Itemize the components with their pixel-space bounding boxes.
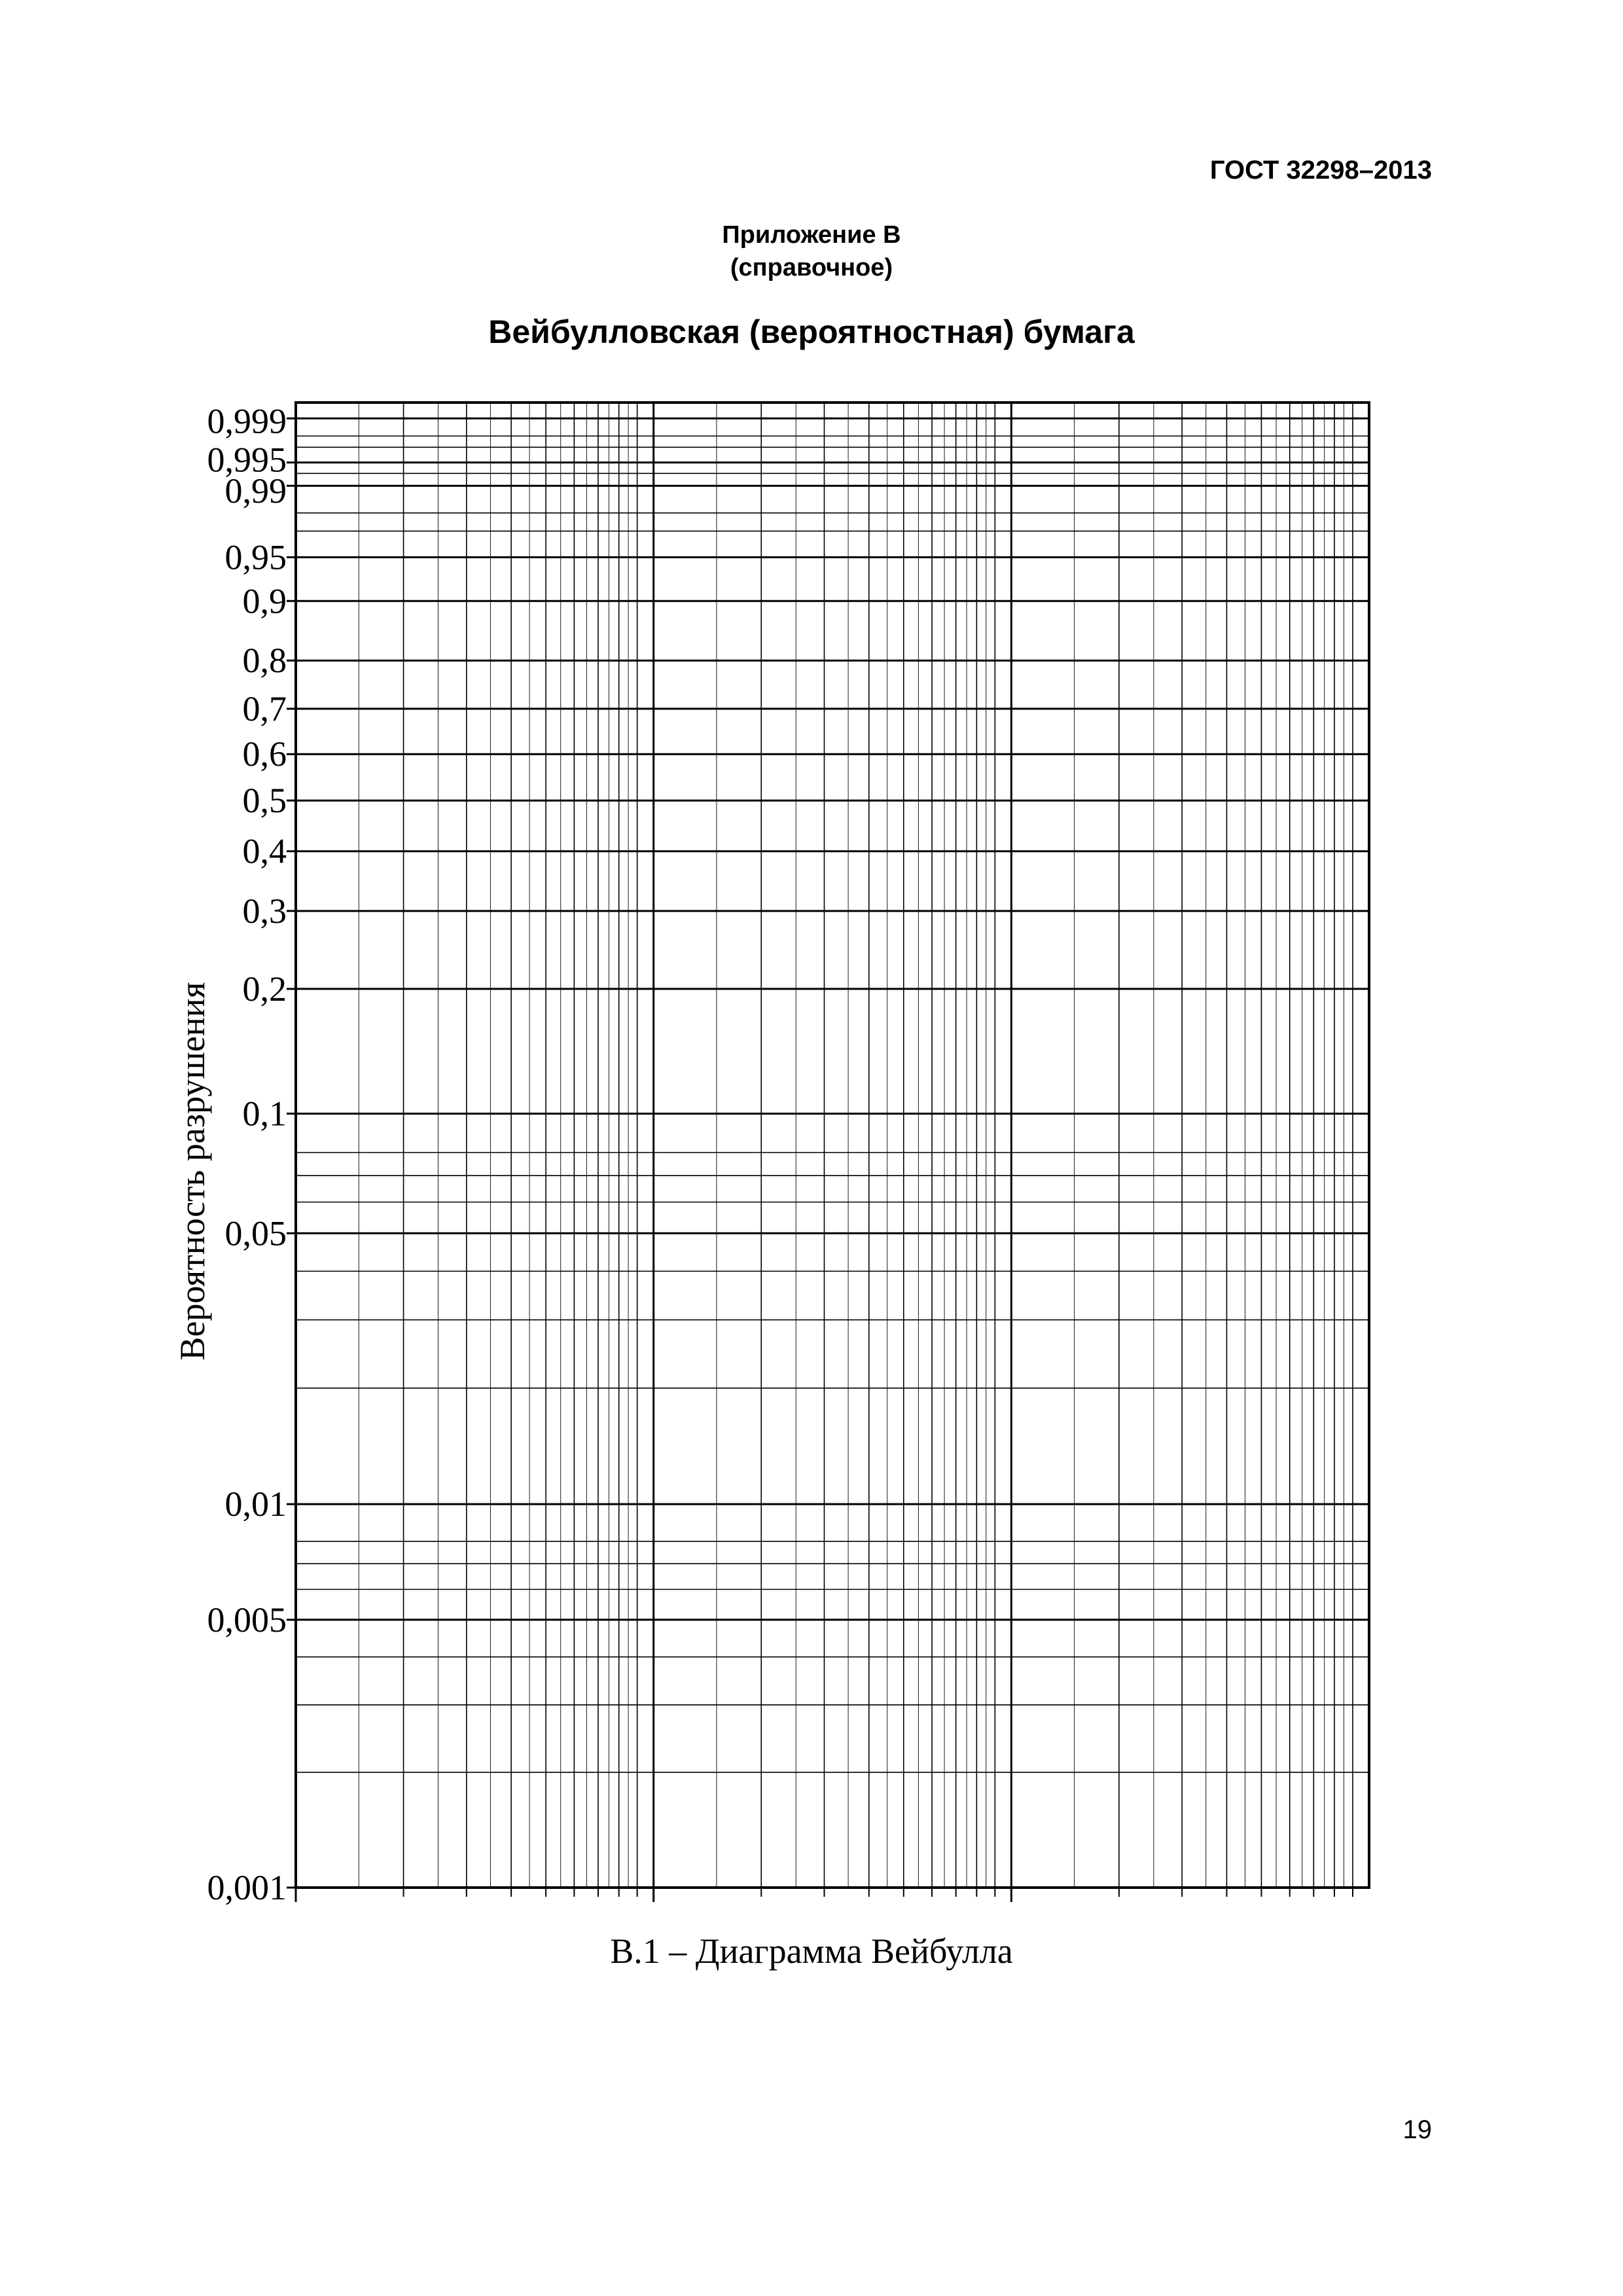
y-tick-label: 0,4 — [242, 831, 287, 871]
y-tick-label: 0,95 — [224, 537, 287, 577]
standard-code: ГОСТ 32298–2013 — [1209, 156, 1432, 185]
y-tick-label: 0,3 — [242, 891, 287, 931]
y-axis-label: Вероятность разрушения — [173, 982, 212, 1361]
minor-grid — [296, 403, 1369, 1888]
page-number: 19 — [1402, 2115, 1432, 2144]
y-tick-label: 0,999 — [207, 401, 287, 441]
y-tick-label: 0,5 — [242, 781, 287, 821]
y-tick-label: 0,6 — [242, 734, 287, 774]
section-title: Вейбулловская (вероятностная) бумага — [488, 314, 1135, 350]
y-tick-label: 0,995 — [207, 440, 287, 480]
axis-ticks — [287, 418, 1353, 1902]
major-grid — [296, 403, 1369, 1888]
y-tick-label: 0,9 — [242, 581, 287, 621]
figure-caption: В.1 – Диаграмма Вейбулла — [610, 1931, 1013, 1971]
y-tick-label: 0,2 — [242, 969, 287, 1009]
y-tick-label: 0,99 — [224, 471, 287, 511]
appendix-title: Приложение В — [722, 221, 901, 249]
y-tick-label: 0,1 — [242, 1094, 287, 1134]
y-tick-label: 0,8 — [242, 641, 287, 681]
plot-frame — [296, 403, 1369, 1888]
y-tick-label: 0,001 — [207, 1868, 287, 1907]
appendix-note: (справочное) — [730, 254, 893, 281]
y-tick-label: 0,7 — [242, 689, 287, 728]
y-tick-label: 0,005 — [207, 1600, 287, 1640]
y-tick-label: 0,01 — [224, 1484, 287, 1524]
y-tick-labels — [207, 401, 287, 1907]
y-tick-label: 0,05 — [224, 1213, 287, 1253]
